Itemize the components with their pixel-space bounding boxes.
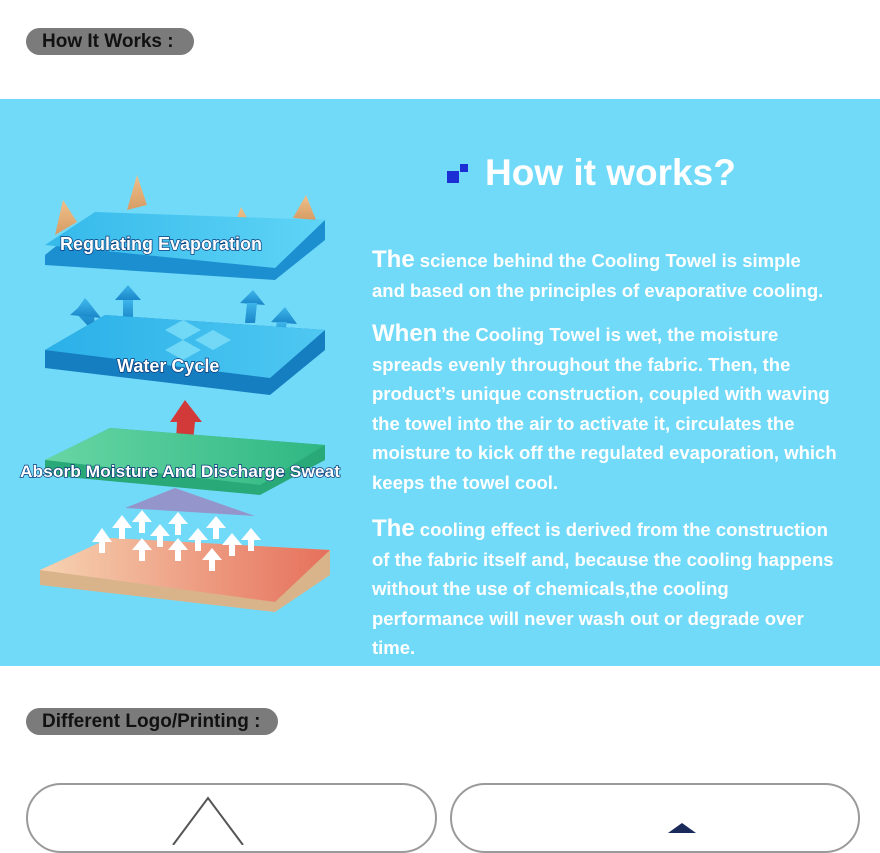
paragraph-2-lead: When	[372, 320, 438, 347]
paragraph-1	[372, 245, 837, 305]
square-bullet-icon	[447, 161, 473, 187]
towel-preview-left	[168, 795, 248, 845]
paragraph-3	[372, 514, 842, 663]
label-water-cycle: Water Cycle	[117, 356, 220, 376]
content-title: How it works?	[485, 152, 736, 193]
paragraph-1-text: science behind the Cooling Towel is simple and based on the principles of evaporative cooling.	[372, 250, 824, 301]
how-it-works-label: How It Works :	[26, 28, 194, 55]
paragraph-3-lead: The	[372, 515, 415, 542]
label-absorb-moisture: Absorb Moisture And Discharge Sweat	[20, 462, 341, 481]
paragraph-1-lead: The	[372, 246, 415, 273]
towel-preview-right	[662, 823, 702, 853]
logo-printing-label: Different Logo/Printing :	[26, 708, 278, 735]
logo-card-right[interactable]	[450, 783, 860, 853]
paragraph-2-text: the Cooling Towel is wet, the moisture spreads evenly throughout the fabric. Then, the product’s unique construction, coupled with waving the towel into the air to activate it, circulates the moisture to kick off the regulated evaporation, which keeps the towel cool.	[372, 324, 837, 493]
paragraph-3-text: cooling effect is derived from the construction of the fabric itself and, because the cooling happens without the use of chemicals,the cooling performance will never wash out or degrade over time.	[372, 519, 834, 658]
paragraph-2	[372, 319, 842, 497]
label-regulating-evaporation: Regulating Evaporation	[60, 234, 263, 254]
logo-card-left[interactable]	[26, 783, 437, 853]
cooling-layers-diagram	[15, 160, 360, 630]
